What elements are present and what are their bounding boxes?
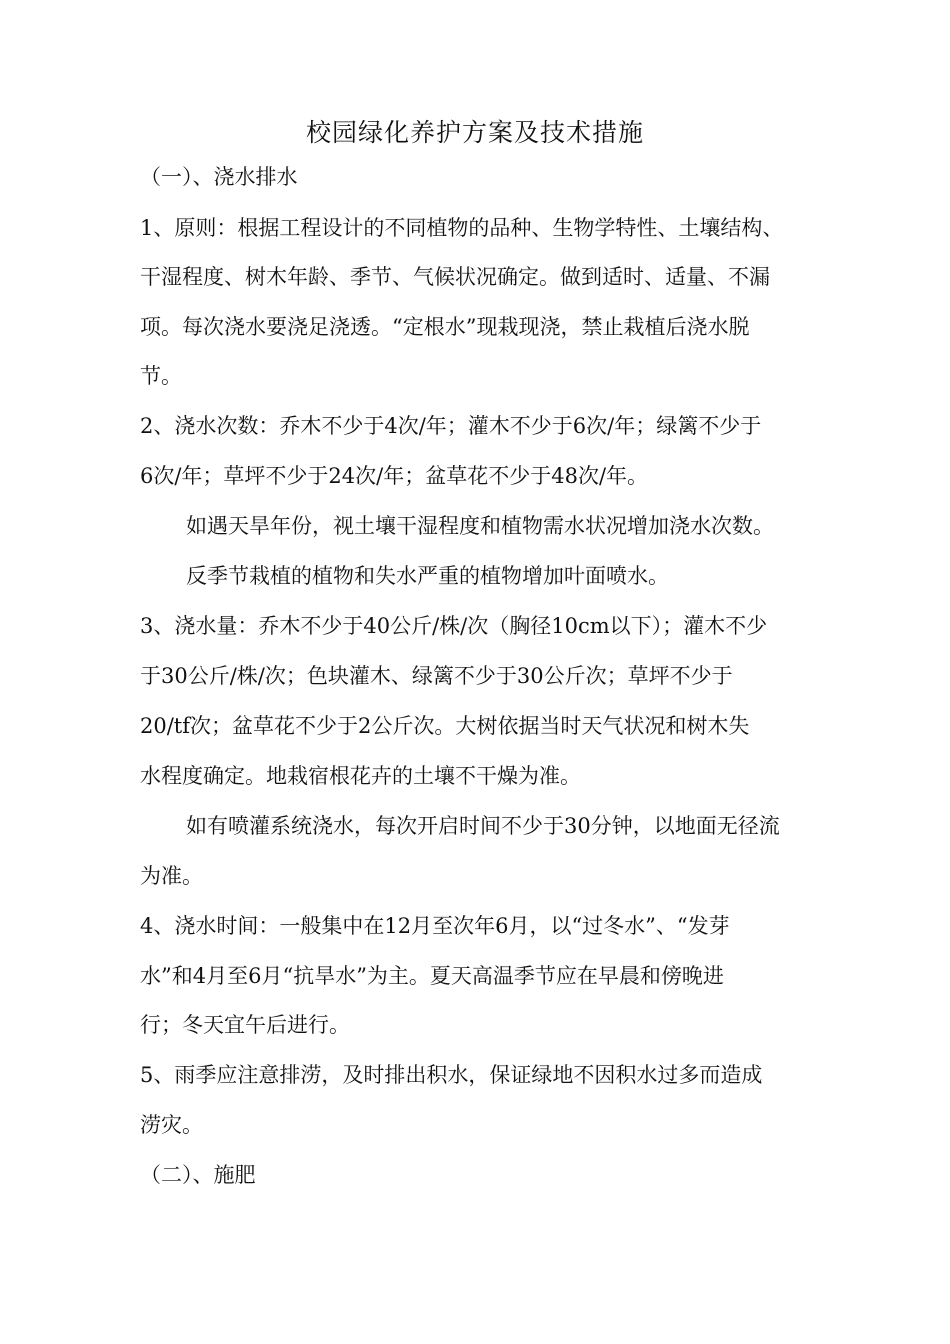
paragraph-line: 3、浇水量：乔木不少于40公斤/株/次（胸径10cm以下）；灌木不少 — [140, 614, 768, 638]
paragraph-line: 涝灾。 — [140, 1113, 203, 1137]
paragraph-line: 4、浇水时间：一般集中在12月至次年6月，以“过冬水”、“发芽 — [140, 914, 730, 938]
document-title: 校园绿化养护方案及技术措施 — [305, 118, 644, 147]
paragraph-line: 5、雨季应注意排涝，及时排出积水，保证绿地不因积水过多而造成 — [140, 1063, 763, 1087]
paragraph-line: 于30公斤/株/次；色块灌木、绿篱不少于30公斤次；草坪不少于 — [140, 664, 733, 688]
paragraph-line: 如遇天旱年份，视土壤干湿程度和植物需水状况增加浇水次数。 — [186, 514, 774, 538]
paragraph-line: 节。 — [140, 364, 182, 388]
section-heading-fertilizing: （二）、施肥 — [140, 1163, 256, 1187]
paragraph-line: 水程度确定。地栽宿根花卉的土壤不干燥为准。 — [140, 764, 581, 788]
paragraph-line: 20/tf次；盆草花不少于2公斤次。大树依据当时天气状况和树木失 — [140, 714, 750, 738]
paragraph-line: 行；冬天宜午后进行。 — [140, 1013, 350, 1037]
paragraph-line: 2、浇水次数：乔木不少于4次/年；灌木不少于6次/年；绿篱不少于 — [140, 414, 762, 438]
paragraph-line: 项。每次浇水要浇足浇透。“定根水”现栽现浇，禁止栽植后浇水脱 — [140, 315, 750, 339]
section-heading-watering: （一）、浇水排水 — [140, 165, 298, 189]
paragraph-line: 1、原则：根据工程设计的不同植物的品种、生物学特性、土壤结构、 — [140, 216, 784, 240]
paragraph-line: 6次/年；草坪不少于24次/年；盆草花不少于48次/年。 — [140, 464, 649, 488]
paragraph-line: 如有喷灌系统浇水，每次开启时间不少于30分钟，以地面无径流 — [186, 814, 780, 838]
paragraph-line: 干湿程度、树木年龄、季节、气候状况确定。做到适时、适量、不漏 — [140, 265, 770, 289]
paragraph-line: 为准。 — [140, 864, 203, 888]
paragraph-line: 水”和4月至6月“抗旱水”为主。夏天高温季节应在早晨和傍晚进 — [140, 964, 724, 988]
paragraph-line: 反季节栽植的植物和失水严重的植物增加叶面喷水。 — [186, 564, 669, 588]
